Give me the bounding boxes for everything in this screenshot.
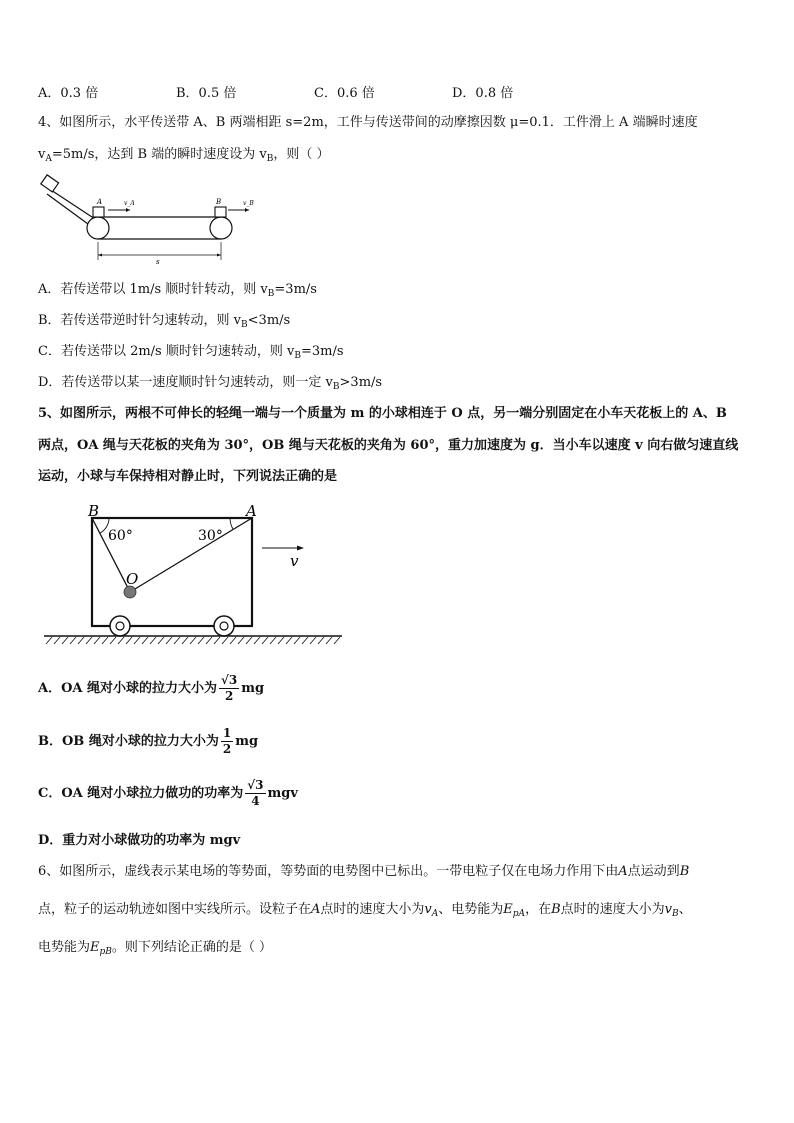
q6-line2-mid2: 、电势能为 — [438, 902, 504, 917]
q4-option-a — [38, 281, 317, 303]
q4-option-b — [38, 312, 290, 334]
q4-option-c-value: =3m/s — [300, 344, 344, 359]
q5-option-b-den: 2 — [222, 742, 232, 756]
q5-stem-line3: 运动，小球与车保持相对静止时，下列说法正确的是 — [38, 469, 338, 484]
q6-stem-line2 — [38, 901, 692, 923]
q6-va-symbol: v — [424, 902, 432, 917]
q3-option-d: D．0.8 倍 — [452, 86, 514, 101]
q6-line1-mid: 点运动到 — [627, 864, 680, 879]
q4-option-d-text: D．若传送带以某一速度顺时针匀速转动，则一定 v — [38, 375, 333, 390]
q5-option-a-num: √3 — [221, 673, 238, 687]
q6-line2-mid3: ，在 — [525, 902, 552, 917]
va-arrowhead — [126, 208, 130, 212]
q6-line1-point-a: A — [618, 864, 628, 879]
q6-line1-text: 6、如图所示，虚线表示某电场的等势面，等势面的电势图中已标出。一带电粒子仅在电场力作用下由 — [38, 864, 619, 879]
label-a: A — [97, 198, 103, 206]
q4-option-c — [38, 343, 344, 365]
q4-vb-subscript: B — [266, 154, 274, 164]
q4-stem-end: ，则（ ） — [273, 147, 330, 162]
left-pulley — [87, 217, 109, 239]
q6-epa-symbol: E — [503, 902, 513, 917]
q4-option-c-text: C．若传送带以 2m/s 顺时针匀速转动，则 v — [38, 344, 295, 359]
q5-stem-line2: 两点，OA 绳与天花板的夹角为 30°，OB 绳与天花板的夹角为 60°，重力加速度为 g．当小车以速度 v 向右做匀速直线 — [38, 438, 739, 453]
q4-stem-mid: =5m/s，达到 B 端的瞬时速度设为 v — [51, 147, 267, 162]
q5-option-c-unit: mgv — [267, 786, 298, 801]
angle-label-a: 30° — [198, 528, 223, 544]
q4-option-b-value: <3m/s — [247, 313, 291, 328]
q5-option-a-fraction — [219, 673, 239, 704]
label-a: A — [246, 502, 257, 520]
q4-option-a-text: A．若传送带以 1m/s 顺时针转动，则 v — [38, 282, 268, 297]
q4-option-b-text: B．若传送带逆时针匀速转动，则 v — [38, 313, 242, 328]
q6-epb-sub: pB — [99, 947, 112, 957]
q5-option-c-fraction — [245, 778, 265, 809]
q6-stem-line3 — [38, 939, 272, 961]
q6-line3-text: 电势能为 — [38, 940, 91, 955]
q5-option-b-fraction — [221, 726, 233, 757]
ground-hatching — [46, 637, 340, 644]
q3-option-b: B．0.5 倍 — [176, 86, 237, 101]
velocity-arrowhead — [297, 546, 304, 551]
angle-label-b: 60° — [108, 528, 133, 544]
q5-option-b-unit: mg — [235, 734, 259, 749]
right-pulley — [210, 217, 232, 239]
q5-option-c-den: 4 — [251, 794, 260, 808]
q5-option-a-unit: mg — [241, 681, 265, 696]
q5-option-d: D．重力对小球做功的功率为 mgv — [38, 833, 241, 848]
q6-vb-sub: B — [672, 909, 679, 919]
vb-arrowhead — [245, 208, 249, 212]
q6-stem-line1 — [38, 863, 689, 881]
q6-line2-text: 点，粒子的运动轨迹如图中实线所示。设粒子在 — [38, 902, 312, 917]
q6-vb-symbol: v — [664, 902, 673, 917]
q6-line1-point-b: B — [679, 864, 690, 879]
q6-line2-mid4: 点时的速度大小为 — [560, 902, 665, 917]
q4-option-d-value: >3m/s — [339, 375, 383, 390]
q5-option-a-text: A．OA 绳对小球的拉力大小为 — [38, 681, 218, 696]
q5-option-c-num: √3 — [247, 778, 264, 792]
q5-option-b-num: 1 — [222, 726, 232, 740]
label-s: s — [156, 258, 160, 266]
ramp-line-lower — [47, 194, 88, 224]
label-b: B — [216, 198, 222, 206]
q4-stem-line2 — [38, 146, 329, 168]
q5-option-a-den: 2 — [224, 689, 234, 703]
q5-cart-figure — [40, 500, 350, 650]
q3-option-c: C．0.6 倍 — [314, 86, 375, 101]
q4-option-a-sub: B — [267, 289, 275, 299]
q4-option-b-sub: B — [241, 320, 248, 330]
block-a — [93, 207, 104, 217]
q6-line2-end: 、 — [678, 902, 692, 917]
label-vb: v_B — [243, 200, 254, 207]
q4-option-c-sub: B — [294, 351, 301, 361]
block-b — [215, 207, 226, 217]
q4-conveyor-figure — [38, 172, 258, 268]
q4-stem-line1: 4、如图所示，水平传送带 A、B 两端相距 s=2m，工件与传送带间的动摩擦因数 μ=0.1．工件滑上 A 端瞬时速度 — [38, 115, 698, 130]
q5-stem-line1: 5、如图所示，两根不可伸长的轻绳一端与一个质量为 m 的小球相连于 O 点，另一端分别固定在小车天花板上的 A、B — [38, 406, 727, 421]
q5-option-b — [38, 725, 258, 759]
q4-va-symbol: v — [38, 147, 46, 162]
q4-option-d-sub: B — [332, 382, 340, 392]
q6-line3-end: 。则下列结论正确的是（ ） — [111, 940, 273, 955]
q5-option-a — [38, 672, 264, 706]
q5-option-b-text: B．OB 绳对小球的拉力大小为 — [38, 734, 219, 749]
wheel-left-hub — [116, 622, 124, 630]
q6-line2-point-b: B — [551, 902, 561, 917]
q4-option-d — [38, 374, 382, 396]
q6-line2-mid1: 点时的速度大小为 — [320, 902, 425, 917]
q3-option-a: A．0.3 倍 — [38, 86, 99, 101]
q6-va-sub: A — [431, 909, 439, 919]
q5-option-c-text: C．OA 绳对小球拉力做功的功率为 — [38, 786, 244, 801]
q5-option-c — [38, 777, 298, 811]
wheel-right-hub — [220, 622, 228, 630]
label-o: O — [126, 570, 139, 588]
label-b: B — [88, 502, 100, 520]
label-v: v — [290, 552, 299, 570]
q6-epa-sub: pA — [512, 909, 526, 919]
q4-option-a-value: =3m/s — [274, 282, 317, 297]
ramp-block — [41, 175, 59, 192]
q6-epb-symbol: E — [90, 940, 100, 955]
ramp-line — [51, 190, 95, 219]
label-va: v_A — [124, 200, 135, 207]
q6-line2-point-a: A — [311, 902, 321, 917]
q4-va-subscript: A — [45, 154, 52, 164]
